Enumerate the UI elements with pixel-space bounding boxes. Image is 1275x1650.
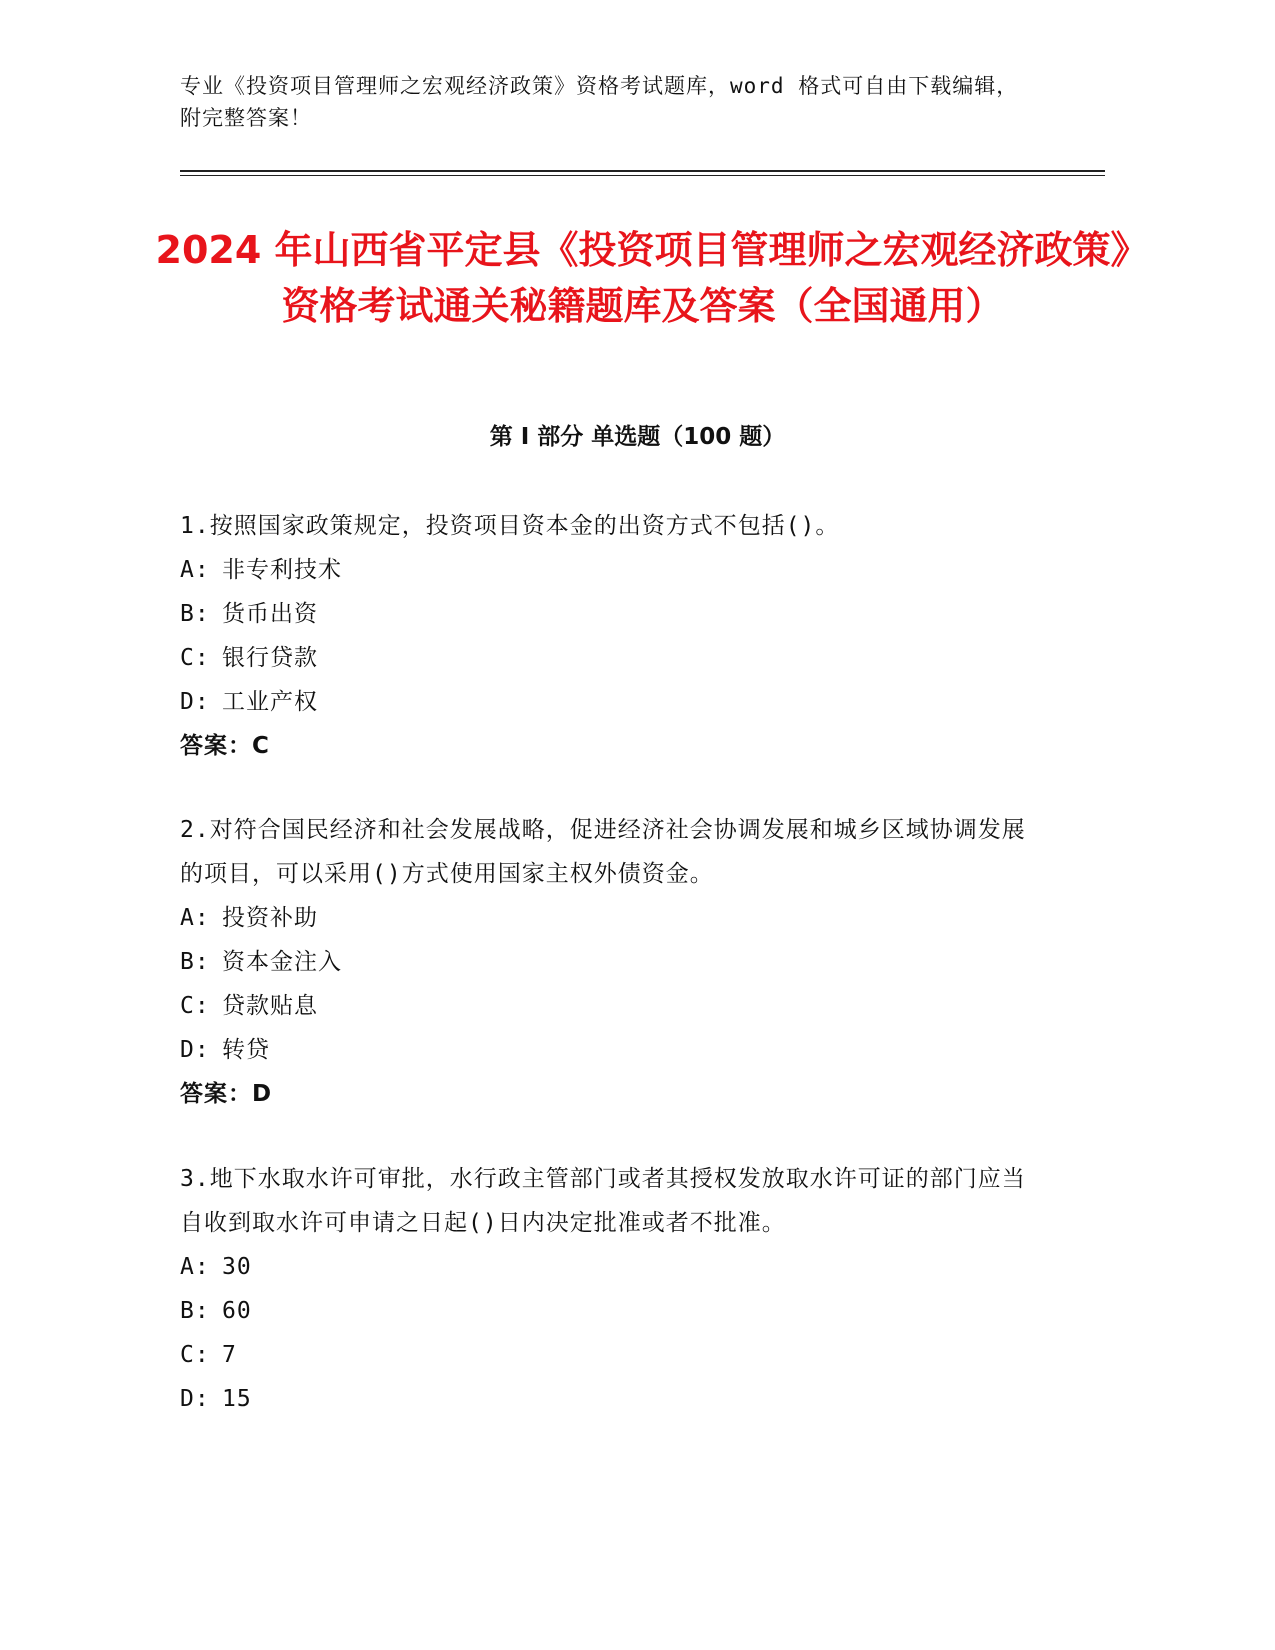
option-letter: A: — [180, 557, 210, 583]
answer-label: 答案：D — [180, 1081, 273, 1107]
option-b — [180, 1289, 1040, 1333]
document-title: 2024 年山西省平定县《投资项目管理师之宏观经济政策》资格考试通关秘籍题库及答案（全国通用） — [155, 228, 1130, 328]
option-letter: C: — [180, 1342, 210, 1368]
option-letter: C: — [180, 645, 210, 671]
header-rule-bottom — [180, 175, 1105, 176]
option-d — [180, 1028, 1040, 1072]
option-a — [180, 896, 1040, 940]
option-text: 货币出资 — [222, 601, 318, 627]
option-c — [180, 636, 1040, 680]
option-b — [180, 592, 1040, 636]
option-text: 工业产权 — [222, 689, 318, 715]
option-letter: B: — [180, 1298, 210, 1324]
option-letter: A: — [180, 1254, 210, 1280]
option-letter: B: — [180, 949, 210, 975]
option-text: 贷款贴息 — [222, 993, 318, 1019]
option-d — [180, 1377, 1040, 1421]
option-a — [180, 548, 1040, 592]
option-c — [180, 984, 1040, 1028]
option-text: 60 — [222, 1298, 252, 1324]
option-letter: C: — [180, 993, 210, 1019]
option-letter: D: — [180, 1037, 210, 1063]
option-letter: D: — [180, 689, 210, 715]
option-text: 30 — [222, 1254, 252, 1280]
option-text: 非专利技术 — [222, 557, 342, 583]
option-text: 银行贷款 — [222, 645, 318, 671]
option-text: 15 — [222, 1386, 252, 1412]
option-text: 投资补助 — [222, 905, 318, 931]
option-a — [180, 1245, 1040, 1289]
header-note: 专业《投资项目管理师之宏观经济政策》资格考试题库，word 格式可自由下载编辑，附完整答案！ — [180, 74, 1019, 130]
answer-label: 答案：C — [180, 733, 270, 759]
option-b — [180, 940, 1040, 984]
question-2 — [180, 808, 1040, 1116]
question-stem: 1.按照国家政策规定，投资项目资本金的出资方式不包括()。 — [180, 513, 840, 539]
option-text: 资本金注入 — [222, 949, 342, 975]
option-d — [180, 680, 1040, 724]
question-1 — [180, 504, 1040, 768]
option-letter: D: — [180, 1386, 210, 1412]
header-rule-top — [180, 170, 1105, 172]
option-text: 转贷 — [222, 1037, 270, 1063]
section-heading: 第 I 部分 单选题（100 题） — [489, 424, 786, 450]
question-stem: 2.对符合国民经济和社会发展战略，促进经济社会协调发展和城乡区域协调发展的项目，可以采用()方式使用国家主权外债资金。 — [180, 817, 1026, 887]
option-text: 7 — [222, 1342, 237, 1368]
option-c — [180, 1333, 1040, 1377]
option-letter: B: — [180, 601, 210, 627]
option-letter: A: — [180, 905, 210, 931]
question-3 — [180, 1157, 1040, 1421]
question-stem: 3.地下水取水许可审批，水行政主管部门或者其授权发放取水许可证的部门应当自收到取水许可申请之日起()日内决定批准或者不批准。 — [180, 1166, 1026, 1236]
